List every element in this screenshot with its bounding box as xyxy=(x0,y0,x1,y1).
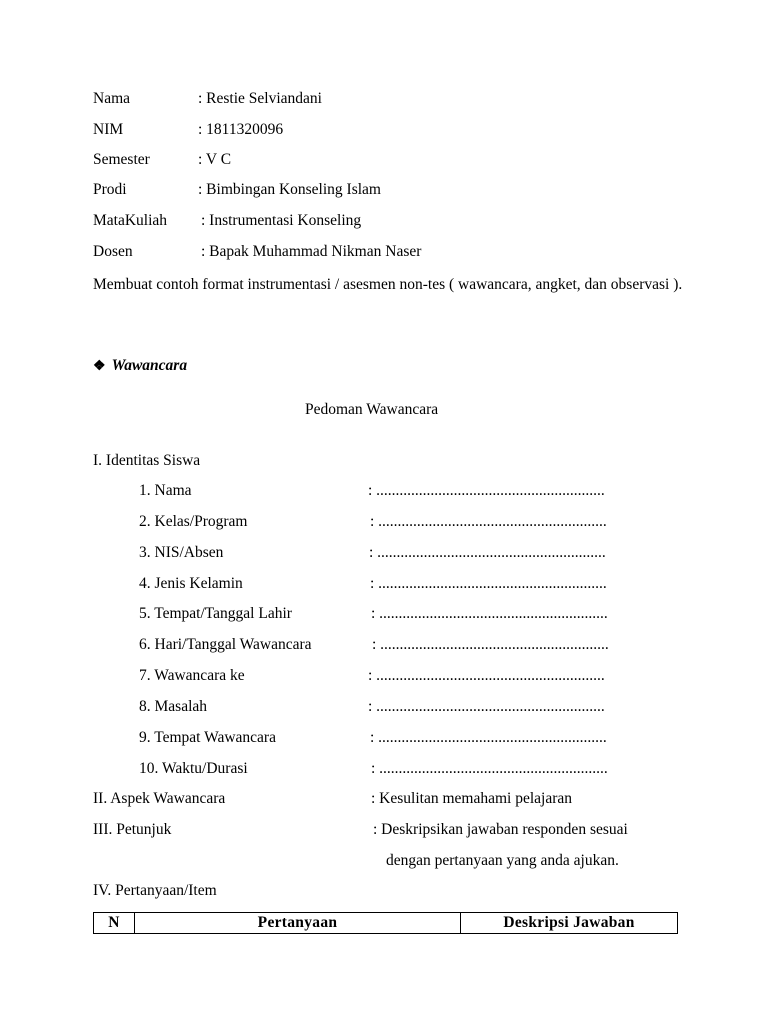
identitas-item-label: 9. Tempat Wawancara xyxy=(139,729,276,746)
identitas-item-blank: : ........................................................... xyxy=(368,667,605,684)
header-label-semester: Semester xyxy=(93,151,150,168)
aspek-label: II. Aspek Wawancara xyxy=(93,790,226,807)
identitas-item-label: 4. Jenis Kelamin xyxy=(139,575,243,592)
header-label-nim: NIM xyxy=(93,121,124,138)
question-table xyxy=(93,912,678,934)
identitas-item-blank: : ........................................................... xyxy=(371,605,608,622)
section-heading xyxy=(93,358,187,374)
identitas-item-label: 7. Wawancara ke xyxy=(139,667,245,684)
column-header-question: Pertanyaan xyxy=(135,913,461,934)
identitas-item-label: 2. Kelas/Program xyxy=(139,513,248,530)
table-header-row xyxy=(94,913,678,934)
identitas-item-blank: : ........................................................... xyxy=(370,513,607,530)
header-value-prodi: : Bimbingan Konseling Islam xyxy=(198,181,381,198)
identitas-item-label: 10. Waktu/Durasi xyxy=(139,760,248,777)
identitas-item-label: 5. Tempat/Tanggal Lahir xyxy=(139,605,292,622)
identitas-item-label: 3. NIS/Absen xyxy=(139,544,224,561)
petunjuk-value-continued: dengan pertanyaan yang anda ajukan. xyxy=(386,852,619,869)
header-value-semester: : V C xyxy=(198,151,232,168)
identitas-item-blank: : ........................................................... xyxy=(370,729,607,746)
identitas-item-blank: : ........................................................... xyxy=(372,636,609,653)
header-value-nim: : 1811320096 xyxy=(198,121,284,138)
diamond-bullet-icon: ❖ xyxy=(93,359,106,374)
identitas-item-label: 8. Masalah xyxy=(139,698,208,715)
identitas-item-blank: : ........................................................... xyxy=(368,482,605,499)
document-title: Pedoman Wawancara xyxy=(305,401,439,418)
identitas-item-blank: : ........................................................... xyxy=(369,544,606,561)
column-header-answer: Deskripsi Jawaban xyxy=(461,913,678,934)
identitas-item-label: 6. Hari/Tanggal Wawancara xyxy=(139,636,312,653)
pertanyaan-heading: IV. Pertanyaan/Item xyxy=(93,882,217,899)
identitas-item-blank: : ........................................................... xyxy=(368,698,605,715)
identitas-heading: I. Identitas Siswa xyxy=(93,452,201,469)
header-value-matakuliah: : Instrumentasi Konseling xyxy=(201,212,362,229)
header-label-prodi: Prodi xyxy=(93,181,127,198)
header-label-nama: Nama xyxy=(93,90,131,107)
column-header-number: N xyxy=(94,913,135,934)
header-value-nama: : Restie Selviandani xyxy=(198,90,322,107)
intro-paragraph: Membuat contoh format instrumentasi / asesmen non-tes ( wawancara, angket, dan observasi ). xyxy=(93,276,683,293)
section-title: Wawancara xyxy=(111,357,188,374)
identitas-item-label: 1. Nama xyxy=(139,482,192,499)
header-value-dosen: : Bapak Muhammad Nikman Naser xyxy=(201,243,422,260)
header-label-dosen: Dosen xyxy=(93,243,133,260)
aspek-value: : Kesulitan memahami pelajaran xyxy=(371,790,572,807)
header-label-matakuliah: MataKuliah xyxy=(93,212,168,229)
identitas-item-blank: : ........................................................... xyxy=(370,575,607,592)
identitas-item-blank: : ........................................................... xyxy=(371,760,608,777)
petunjuk-value: : Deskripsikan jawaban responden sesuai xyxy=(373,821,628,838)
petunjuk-label: III. Petunjuk xyxy=(93,821,172,838)
